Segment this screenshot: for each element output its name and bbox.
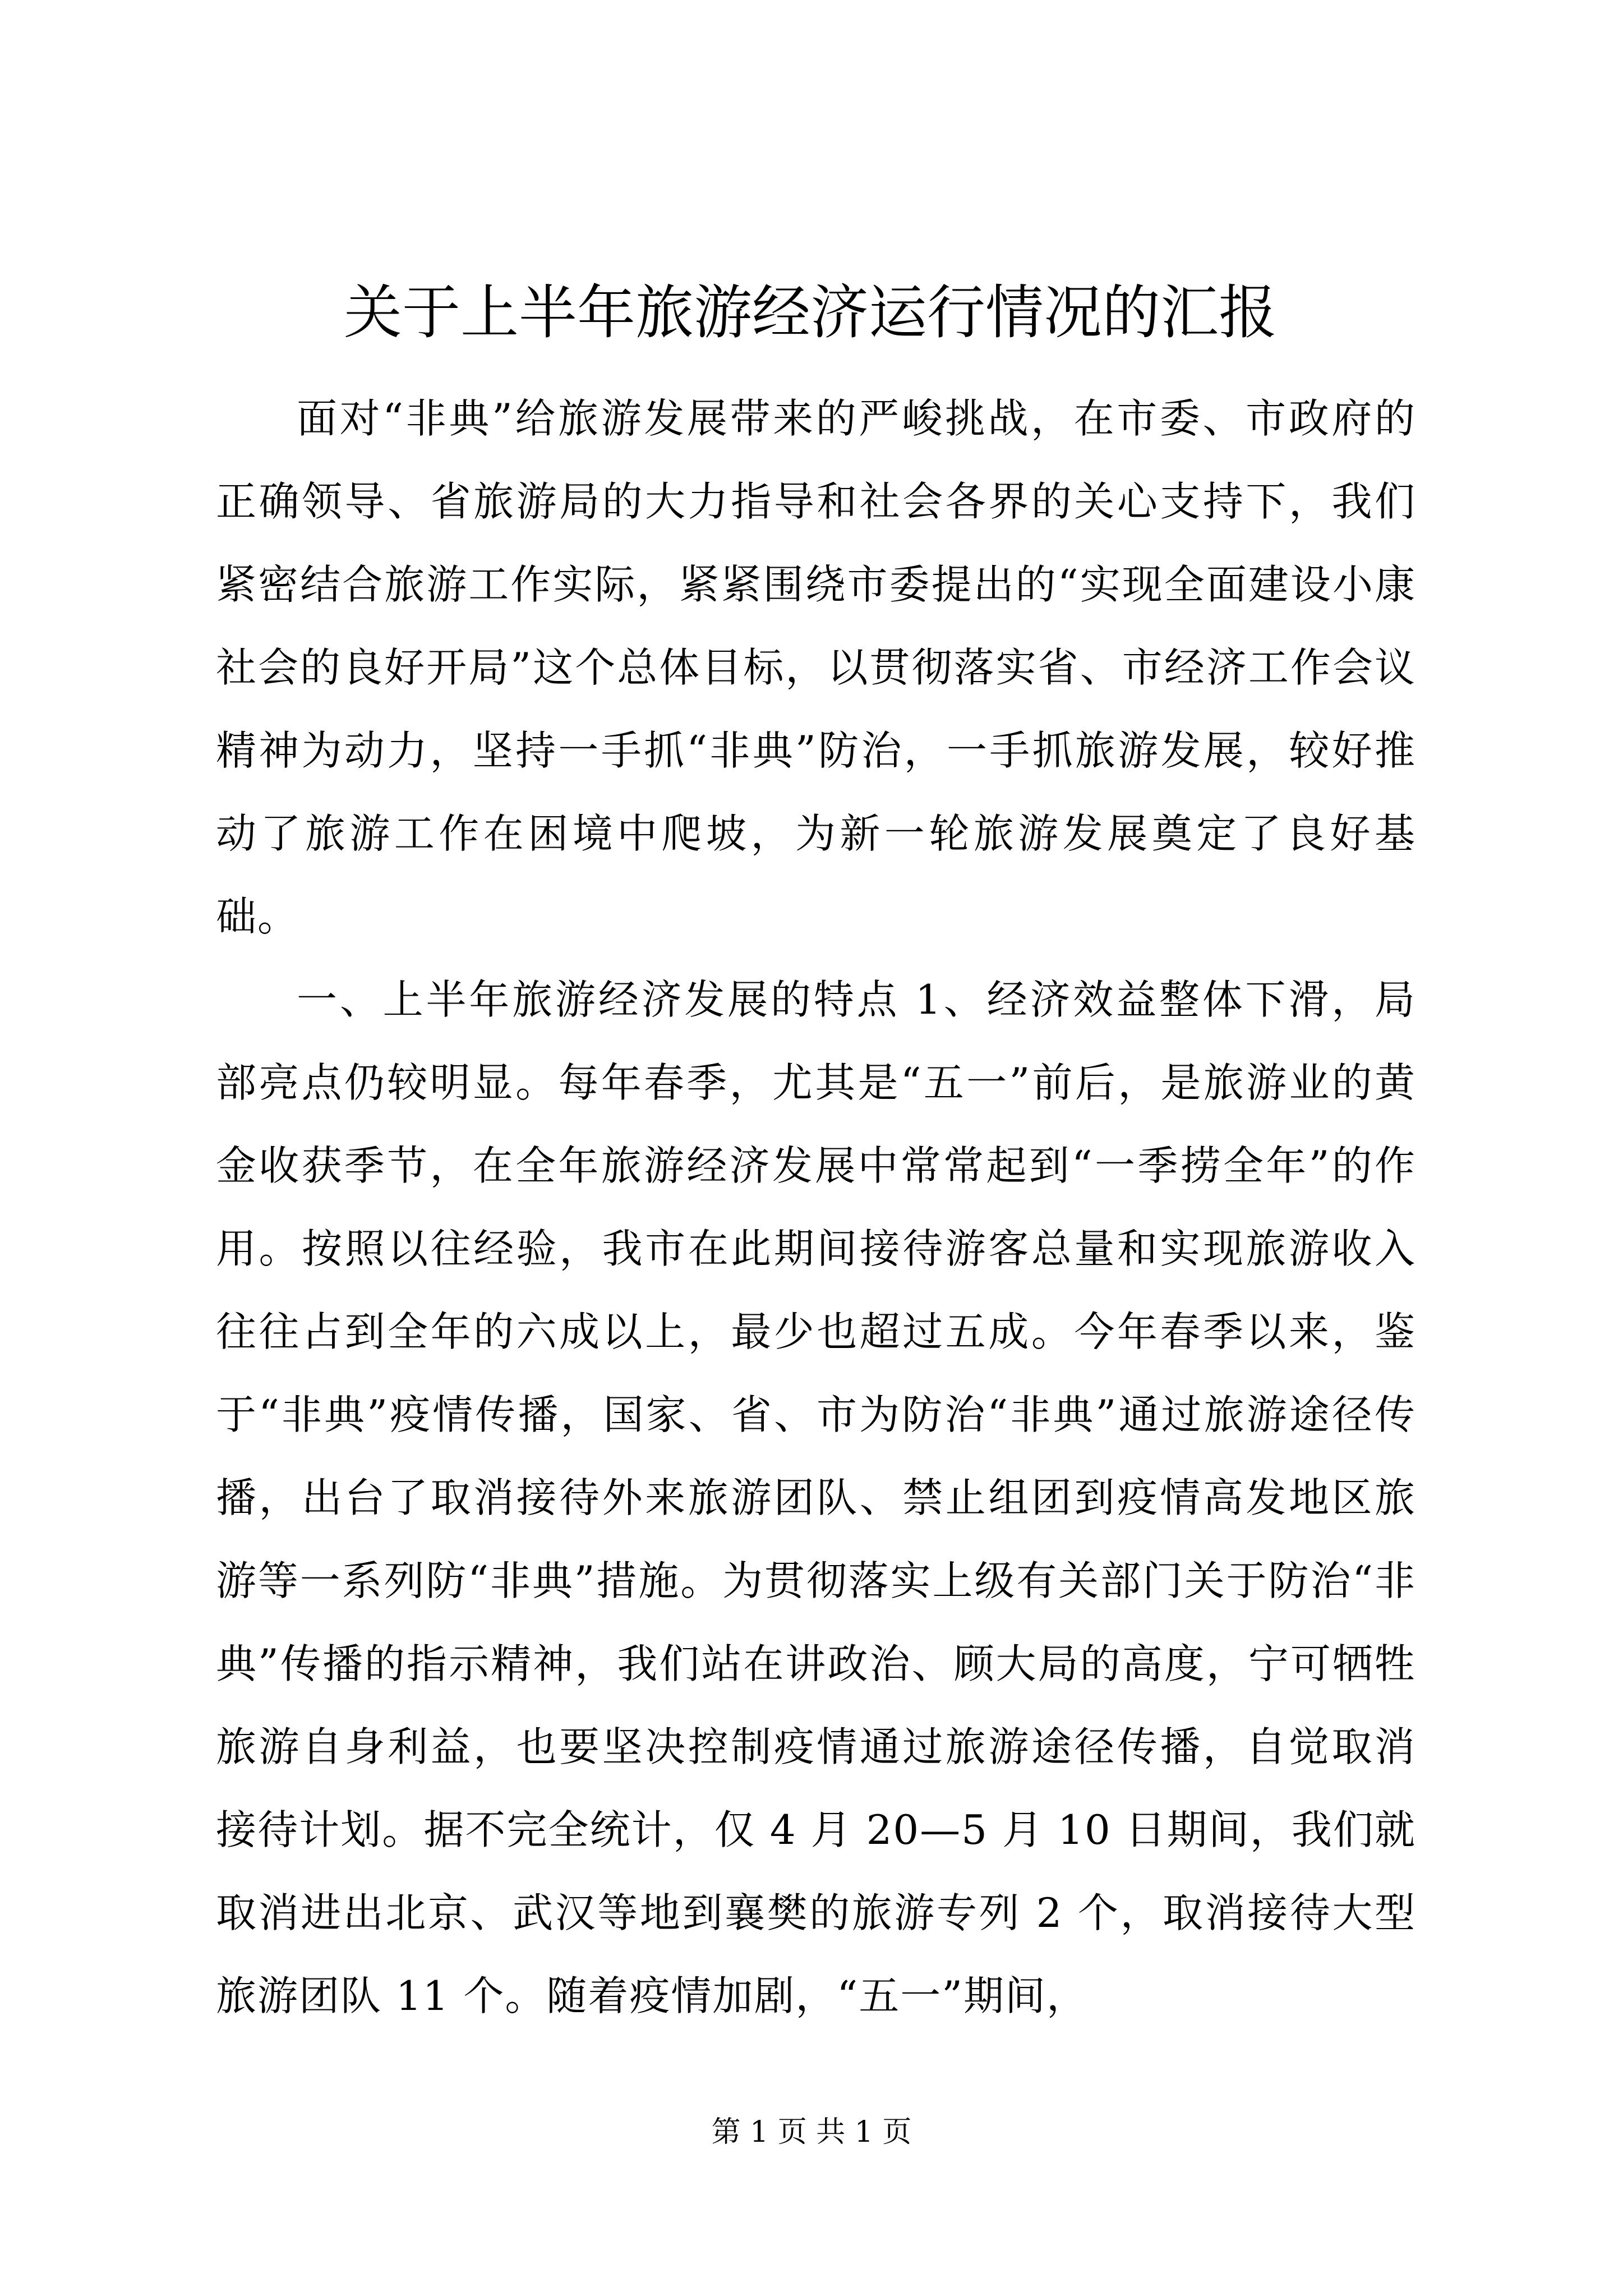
- document-title: 关于上半年旅游经济运行情况的汇报: [343, 278, 1277, 347]
- body-paragraph: 一、上半年旅游经济发展的特点 1、经济效益整体下滑，局部亮点仍较明显。每年春季，尤其是“五一”前后，是旅游业的黄金收获季节，在全年旅游经济发展中常常起到“一季捞全年”的作用。按照以往经验，我市在此期间接待游客总量和实现旅游收入往往占到全年的六成以上，最少也超过五成。今年春季以来，鉴于“非典”疫情传播，国家、省、市为防治“非典”通过旅游途径传播，出台了取消接待外来旅游团队、禁止组团到疫情高发地区旅游等一系列防“非典”措施。为贯彻落实上级有关部门关于防治“非典”传播的指示精神，我们站在讲政治、顾大局的高度，宁可牺牲旅游自身利益，也要坚决控制疫情通过旅游途径传播，自觉取消接待计划。据不完全统计，仅 4 月 20—5 月 10 日期间，我们就取消进出北京、武汉等地到襄樊的旅游专列 2 个，取消接待大型旅游团队 11 个。随着疫情加剧，“五一”期间，: [216, 976, 1416, 2019]
- document-body: [216, 377, 1416, 2037]
- body-paragraph: 面对“非典”给旅游发展带来的严峻挑战，在市委、市政府的正确领导、省旅游局的大力指导和社会各界的关心支持下，我们紧密结合旅游工作实际，紧紧围绕市委提出的“实现全面建设小康社会的良好开局”这个总体目标，以贯彻落实省、市经济工作会议精神为动力，坚持一手抓“非典”防治，一手抓旅游发展，较好推动了旅游工作在困境中爬坡，为新一轮旅游发展奠定了良好基础。: [216, 395, 1416, 940]
- page-footer: 第 1 页 共 1 页: [711, 2115, 912, 2149]
